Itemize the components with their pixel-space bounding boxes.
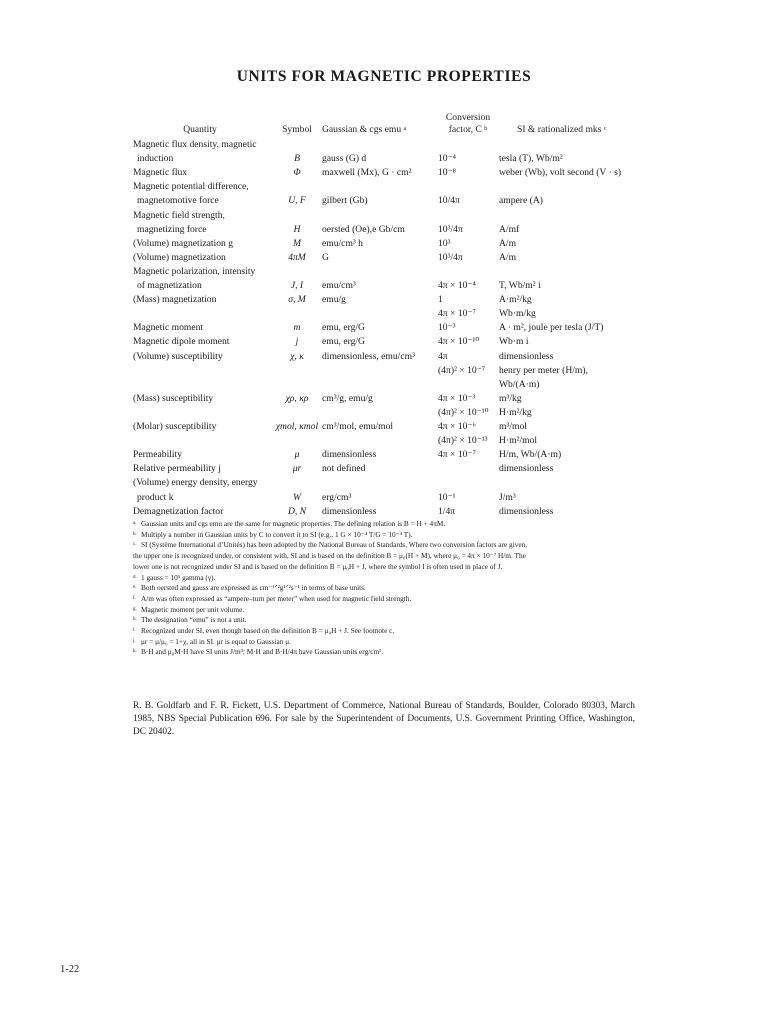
footnote-mark: k.	[133, 649, 137, 655]
si-cell: A · m², joule per tesla (J/T)	[499, 322, 604, 334]
header-conversion	[438, 112, 498, 136]
conversion-cell: 1/4π	[438, 505, 456, 517]
quantity-cell: (Volume) magnetization g	[133, 237, 233, 249]
si-cell: tesla (T), Wb/m²	[499, 153, 563, 165]
quantity-cell: of magnetization	[137, 280, 202, 291]
footnote-line	[133, 540, 653, 551]
footnote-mark: e.	[133, 585, 137, 591]
footnote-line	[133, 615, 653, 626]
si-cell: A/mf	[499, 223, 520, 235]
gaussian-cell: emu/cm³ h	[322, 237, 363, 249]
footnote-text: SI (Système International d’Unités) has been adopted by the National Bureau of Standards. Where two conversion factors are given,	[141, 540, 528, 550]
header-conversion-line1: Conversion	[445, 112, 491, 123]
quantity-cell: magnetizing force	[137, 223, 207, 235]
quantity-cell: Permeability	[133, 449, 183, 461]
quantity-cell: induction	[137, 153, 174, 165]
footnote-line	[133, 562, 653, 573]
si-cell: H·m²/kg	[499, 406, 532, 418]
page-title: UNITS FOR MAGNETIC PROPERTIES	[236, 68, 532, 85]
footnote-text: B·H and μ₀M·H have SI units J/m³; M·H and B·H/4π have Gaussian units erg/cm³.	[141, 647, 384, 657]
footnote-line	[133, 530, 653, 541]
conversion-cell: 10⁻³	[438, 322, 456, 334]
si-cell: A·m²/kg	[499, 294, 532, 306]
header-si	[517, 124, 607, 136]
conversion-cell: 1	[438, 294, 443, 306]
footnote-mark: b.	[133, 531, 137, 537]
symbol-cell: B	[294, 153, 300, 165]
gaussian-cell: maxwell (Mx), G · cm²	[322, 167, 412, 179]
footnote-line	[133, 647, 653, 658]
symbol-cell: χ, κ	[290, 350, 304, 362]
si-cell: T, Wb/m² i	[499, 280, 541, 291]
symbol-cell: μr	[292, 463, 302, 475]
footnote-text: Recognized under SI, even though based on the definition B = μ₀H + J. See footnote c.	[141, 626, 395, 636]
quantity-cell: Relative permeability j	[133, 463, 221, 475]
gaussian-cell: G	[322, 251, 329, 263]
gaussian-cell: dimensionless, emu/cm³	[322, 350, 415, 362]
footnote-text: A/m was often expressed as “ampere–turn per meter” when used for magnetic field strength.	[141, 593, 412, 603]
quantity-cell: (Mass) magnetization	[133, 294, 217, 306]
header-conversion-line2: factor, C	[448, 124, 482, 135]
si-cell: Wb·m i	[499, 336, 529, 348]
footnote-line	[133, 626, 653, 637]
citation: R. B. Goldfarb and F. R. Fickett, U.S. Department of Commerce, National Bureau of Standards, Boulder, Colorado 80303, March 1985, NBS Special Publication 696. For sale by the Superintendent of Documents, U.S. Government Printing Office, Washington, DC 20402.	[133, 701, 635, 737]
footnote-mark: g.	[133, 606, 137, 612]
si-cell: weber (Wb), volt second (V · s)	[499, 167, 622, 179]
quantity-cell: Magnetic flux	[133, 167, 188, 179]
header-conversion-mark: b	[484, 126, 488, 132]
conversion-cell: 10³	[438, 237, 451, 249]
quantity-cell: Magnetic dipole moment	[133, 336, 230, 348]
footnote-line	[133, 594, 653, 605]
conversion-cell: 4π × 10⁻¹⁰	[438, 336, 480, 348]
header-gaussian	[322, 124, 406, 136]
footnote-text: Magnetic moment per unit volume.	[141, 604, 245, 614]
si-cell: J/m³	[499, 491, 516, 503]
footnote-text: 1 gauss = 10⁵ gamma (γ).	[141, 572, 216, 582]
conversion-cell: 10/4π	[438, 195, 460, 207]
quantity-cell: Magnetic field strength,	[133, 209, 225, 221]
symbol-cell: U, F	[288, 195, 306, 207]
symbol-cell: 4πM	[288, 251, 306, 263]
header-quantity: Quantity	[183, 124, 217, 135]
footnote-mark: j.	[133, 638, 136, 644]
quantity-cell: Demagnetization factor	[133, 505, 224, 517]
header-si-mark: c	[603, 126, 607, 132]
footnote-line	[133, 637, 653, 648]
gaussian-cell: gilbert (Gb)	[322, 195, 368, 207]
footnote-text: lower one is not recognized under SI and is based on the definition B = μ₀H + J, where the symbol I is often used in place of J.	[133, 561, 503, 571]
si-cell: henry per meter (H/m),	[499, 364, 588, 376]
conversion-cell: (4π)² × 10⁻¹³	[438, 435, 488, 447]
footnote-line	[133, 583, 653, 594]
symbol-cell: χmol, κmol	[275, 421, 319, 432]
header-gaussian-label: Gaussian & cgs emu	[322, 124, 402, 135]
header-symbol: Symbol	[282, 124, 312, 135]
footnote-mark: d.	[133, 574, 137, 580]
gaussian-cell: cm³/mol, emu/mol	[322, 421, 394, 432]
conversion-cell: (4π)² × 10⁻⁷	[438, 364, 486, 376]
footnote-line	[133, 519, 653, 530]
page-number: 1-22	[60, 964, 80, 975]
conversion-cell: 10³/4π	[438, 223, 463, 235]
quantity-cell: (Volume) susceptibility	[133, 350, 223, 362]
footnote-line	[133, 573, 653, 584]
si-cell: ampere (A)	[499, 195, 543, 207]
conversion-cell: 4π × 10⁻³	[438, 392, 476, 404]
gaussian-cell: gauss (G) d	[322, 153, 367, 165]
footnote-text: Multiply a number in Gaussian units by C to convert it to SI (e.g., 1 G × 10⁻⁴ T/G = 10⁻⁴ T).	[141, 529, 413, 539]
quantity-cell: (Mass) susceptibility	[133, 392, 214, 404]
conversion-cell: 4π × 10⁻⁶	[438, 421, 476, 432]
quantity-cell: Magnetic flux density, magnetic	[133, 139, 257, 150]
conversion-cell: 10⁻¹	[438, 491, 456, 503]
header-gaussian-mark: a	[403, 126, 407, 132]
header-si-label: SI & rationalized mks	[517, 124, 602, 135]
symbol-cell: H	[293, 223, 301, 235]
footnote-mark: i.	[133, 628, 136, 634]
si-cell: A/m	[499, 237, 517, 249]
symbol-cell: M	[293, 237, 301, 249]
symbol-cell: j	[295, 336, 299, 348]
conversion-cell: 10⁻⁸	[438, 167, 457, 179]
quantity-cell: product k	[137, 491, 174, 503]
symbol-cell: Φ	[293, 167, 301, 179]
si-cell: m³/mol	[499, 421, 527, 432]
conversion-cell: 4π × 10⁻⁷	[438, 449, 476, 461]
quantity-cell: (Volume) magnetization	[133, 251, 226, 263]
si-cell: dimensionless	[499, 505, 554, 517]
footnote-line	[133, 605, 653, 616]
footnotes	[133, 519, 653, 658]
quantity-cell: (Volume) energy density, energy	[133, 477, 258, 489]
quantity-cell: (Molar) susceptibility	[133, 421, 217, 432]
footnote-text: μr = μ/μ₀ = 1+χ, all in SI. μr is equal to Gaussian μ.	[141, 636, 291, 646]
quantity-cell: Magnetic polarization, intensity	[133, 265, 256, 277]
si-cell: m³/kg	[499, 392, 522, 404]
si-cell: dimensionless	[499, 463, 554, 475]
symbol-cell: σ, M	[288, 294, 306, 306]
symbol-cell: μ	[294, 449, 300, 461]
gaussian-cell: dimensionless	[322, 449, 377, 461]
si-cell: dimensionless	[499, 350, 554, 362]
gaussian-cell: emu/g	[322, 294, 346, 306]
footnote-text: the upper one is recognized under, or consistent with, SI and is based on the definition B = μ₀(H + M), where μ₀ = 4π × 10⁻⁷ H/m. The	[133, 551, 526, 561]
si-cell: H/m, Wb/(A·m)	[499, 449, 562, 461]
gaussian-cell: cm³/g, emu/g	[322, 392, 373, 404]
conversion-cell: 4π × 10⁻⁷	[438, 308, 476, 320]
symbol-cell: W	[293, 491, 301, 503]
footnote-text: Gaussian units and cgs emu are the same for magnetic properties. The defining relation is B = H + 4πM.	[141, 519, 446, 528]
footnote-mark: h.	[133, 617, 137, 623]
gaussian-cell: erg/cm³	[322, 491, 352, 503]
gaussian-cell: emu, erg/G	[322, 336, 365, 348]
si-cell: Wb·m/kg	[499, 308, 536, 320]
gaussian-cell: not defined	[322, 463, 366, 475]
conversion-cell: 10³/4π	[438, 251, 463, 263]
gaussian-cell: dimensionless	[322, 505, 377, 517]
gaussian-cell: emu/cm³	[322, 280, 356, 291]
si-cell: Wb/(A·m)	[499, 378, 540, 390]
footnote-text: The designation “emu” is not a unit.	[141, 615, 247, 625]
symbol-cell: D, N	[287, 505, 307, 517]
symbol-cell: χρ, κρ	[285, 392, 309, 404]
conversion-cell: 4π × 10⁻⁴	[438, 280, 476, 291]
conversion-cell: 10⁻⁴	[438, 153, 457, 165]
symbol-cell: m	[293, 322, 301, 334]
footnote-mark: f.	[133, 595, 136, 601]
gaussian-cell: emu, erg/G	[322, 322, 365, 334]
footnote-text: Both oersted and gauss are expressed as cm⁻¹ᐟ²g¹ᐟ²s⁻¹ in terms of base units.	[141, 583, 366, 593]
footnote-line	[133, 551, 653, 562]
footnote-mark: a.	[133, 521, 137, 526]
gaussian-cell: oersted (Oe),e Gb/cm	[322, 223, 405, 235]
quantity-cell: Magnetic potential difference,	[133, 181, 249, 193]
conversion-cell: 4π	[438, 350, 448, 362]
si-cell: H·m²/mol	[499, 435, 538, 447]
symbol-cell: J, I	[290, 280, 304, 291]
footnote-mark: c.	[133, 542, 137, 548]
quantity-cell: Magnetic moment	[133, 322, 204, 334]
quantity-cell: magnetomotive force	[137, 195, 219, 207]
conversion-cell: (4π)² × 10⁻¹⁰	[438, 406, 489, 418]
si-cell: A/m	[499, 251, 517, 263]
